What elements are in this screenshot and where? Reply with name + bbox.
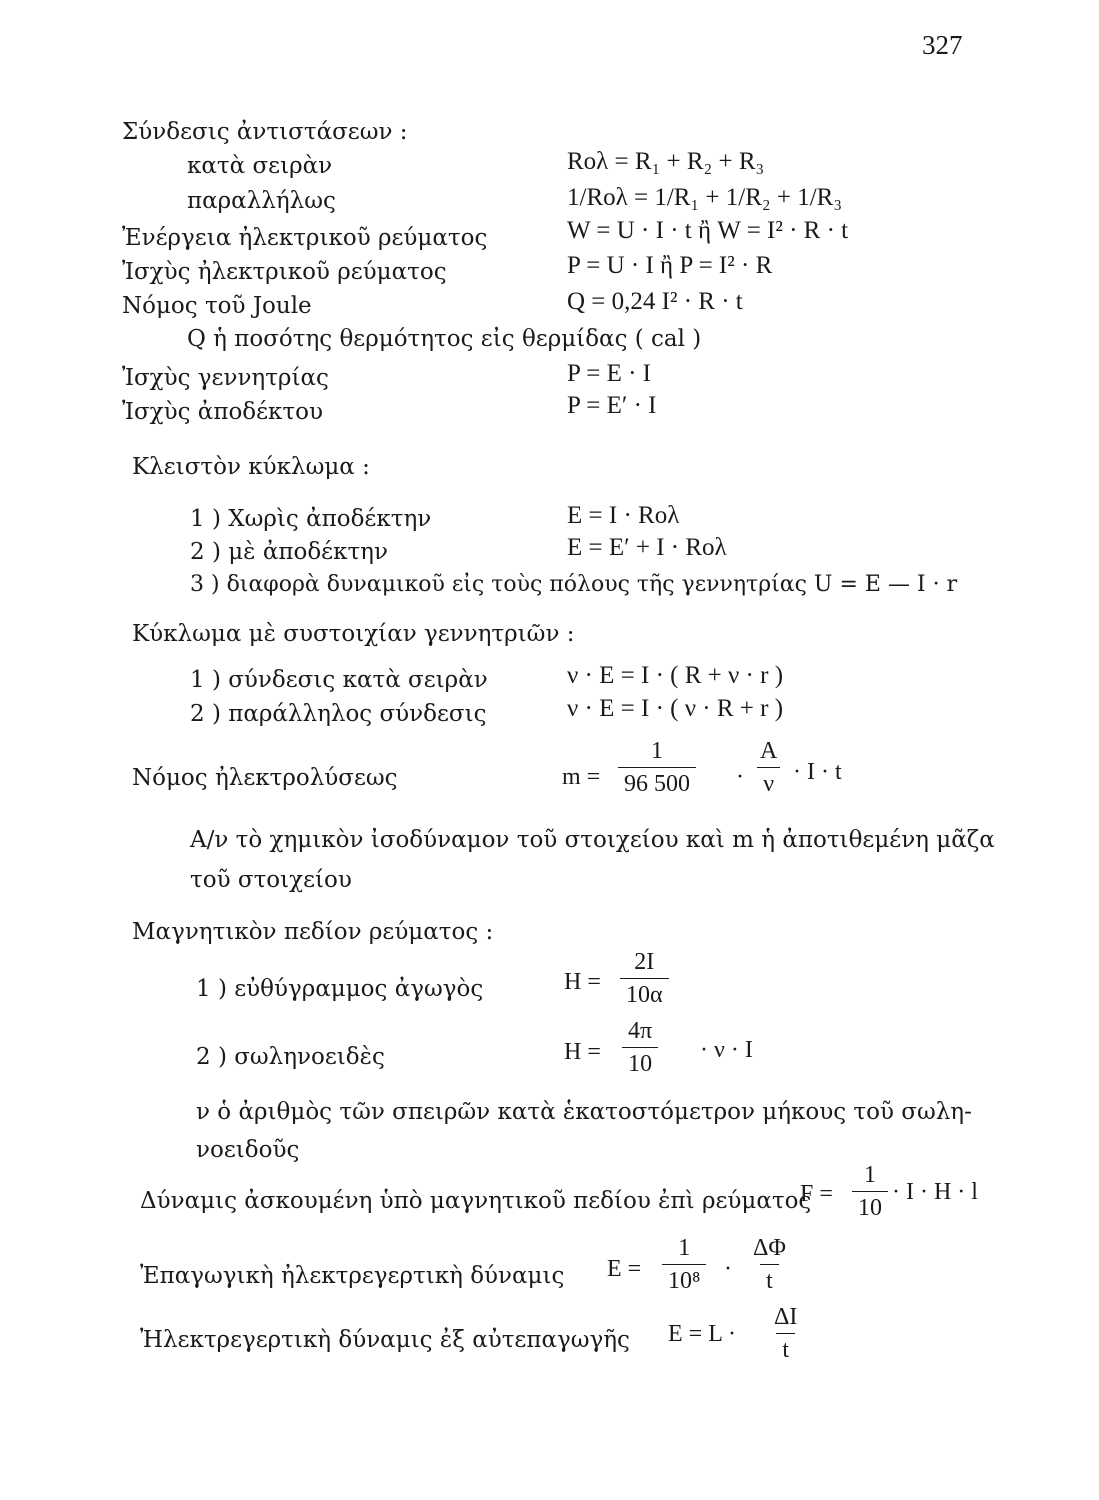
joule-note: Q ἡ ποσότης θερμότητος εἰς θερμίδας ( cal ) <box>187 326 702 352</box>
magnetic-item2-lhs: H = <box>564 1039 601 1065</box>
self-induction-lhs: E = L · <box>668 1321 736 1347</box>
battery-item1-label: 1 ) σύνδεσις κατὰ σειρὰν <box>190 667 488 693</box>
induction-dot: · <box>724 1256 732 1282</box>
force-fraction <box>852 1161 888 1222</box>
electrolysis-frac2-num: A <box>760 738 778 764</box>
magnetic-item1-fraction <box>620 948 669 1009</box>
magnetic-item2-den: 10 <box>622 1047 658 1078</box>
magnetic-item2-label: 2 ) σωληνοειδὲς <box>196 1044 385 1070</box>
electrolysis-frac2-den: ν <box>757 767 780 798</box>
force-label: Δύναμις ἀσκουμένη ὑπὸ μαγνητικοῦ πεδίου ἐπὶ ρεύματος <box>140 1188 812 1214</box>
page-number: 327 <box>922 30 963 60</box>
magnetic-item1-label: 1 ) εὐθύγραμμος ἀγωγὸς <box>196 976 484 1002</box>
electrolysis-note-line1: A/ν τὸ χημικὸν ἰσοδύναμον τοῦ στοιχείου καὶ m ἡ ἀποτιθεμένη μᾶζα <box>190 827 995 853</box>
magnetic-item2-num: 4π <box>628 1018 653 1044</box>
power-formula: P = U · I ἢ P = I² · R <box>567 252 773 279</box>
electrolysis-lhs: m = <box>562 764 601 790</box>
magnetic-item1-num: 2I <box>634 949 655 975</box>
self-induction-label: Ἠλεκτρεγερτικὴ δύναμις ἐξ αὐτεπαγωγῆς <box>140 1327 630 1353</box>
electrolysis-tail: · I · t <box>793 759 842 785</box>
force-den: 10 <box>852 1191 888 1222</box>
magnetic-item1-lhs: H = <box>564 969 601 995</box>
series-label: κατὰ σειρὰν <box>187 153 333 179</box>
self-induction-den: t <box>776 1333 795 1364</box>
magnetic-heading: Μαγνητικὸν πεδίον ρεύματος : <box>132 919 494 945</box>
energy-formula: W = U · I · t ἢ W = I² · R · t <box>567 217 849 244</box>
electrolysis-frac1-num: 1 <box>651 738 663 764</box>
joule-formula: Q = 0,24 I² · R · t <box>567 288 743 315</box>
closed-item2-formula: E = E′ + I · Rολ <box>567 534 727 561</box>
battery-item2-label: 2 ) παράλληλος σύνδεσις <box>190 701 487 727</box>
closed-item3: 3 ) διαφορὰ δυναμικοῦ εἰς τοὺς πόλους τῆς γεννητρίας U = E — I · r <box>190 572 958 597</box>
electrolysis-frac1-den: 96 500 <box>618 767 696 798</box>
closed-item1-formula: E = I · Rολ <box>567 502 680 529</box>
magnetic-note-line1: ν ὁ ἀριθμὸς τῶν σπειρῶν κατὰ ἑκατοστόμετρον μήκους τοῦ σωλη- <box>196 1099 972 1125</box>
battery-heading: Κύκλωμα μὲ συστοιχίαν γεννητριῶν : <box>132 621 575 647</box>
induction-label: Ἐπαγωγικὴ ἠλεκτρεγερτικὴ δύναμις <box>140 1263 565 1289</box>
induction-frac1-den: 10⁸ <box>662 1264 706 1295</box>
parallel-label: παραλλήλως <box>187 188 336 214</box>
induction-fraction-1 <box>662 1234 706 1295</box>
resistances-heading: Σύνδεσις ἀντιστάσεων : <box>122 119 408 145</box>
magnetic-item1-den: 10α <box>620 978 669 1009</box>
magnetic-item2-tail: · ν · I <box>700 1037 753 1063</box>
magnetic-item2-fraction <box>622 1017 658 1078</box>
battery-item2-formula: ν · E = I · ( ν · R + r ) <box>567 695 784 722</box>
magnetic-note-line2: νοειδοῦς <box>196 1137 300 1163</box>
induction-fraction-2 <box>747 1234 792 1295</box>
induction-lhs: E = <box>607 1256 642 1282</box>
generator-power-formula: P = E · I <box>567 360 651 387</box>
electrolysis-fraction-1 <box>618 737 696 798</box>
force-lhs: F = <box>800 1181 833 1207</box>
induction-frac2-num: ΔΦ <box>753 1235 786 1261</box>
electrolysis-fraction-2 <box>754 737 783 798</box>
closed-item1-label: 1 ) Χωρὶς ἀποδέκτην <box>190 506 432 532</box>
self-induction-num: ΔI <box>774 1304 798 1330</box>
force-num: 1 <box>864 1162 876 1188</box>
receiver-power-label: Ἰσχὺς ἀποδέκτου <box>122 399 323 425</box>
electrolysis-dot: · <box>736 764 744 790</box>
induction-frac2-den: t <box>760 1264 779 1295</box>
electrolysis-note-line2: τοῦ στοιχείου <box>190 867 352 893</box>
joule-label: Νόμος τοῦ Joule <box>122 293 312 319</box>
parallel-formula: 1/Rολ = 1/R₁ + 1/R₂ + 1/R₃ <box>567 184 843 211</box>
self-induction-fraction <box>768 1303 803 1364</box>
energy-label: Ἐνέργεια ἠλεκτρικοῦ ρεύματος <box>122 225 488 251</box>
battery-item1-formula: ν · E = I · ( R + ν · r ) <box>567 662 784 689</box>
closed-circuit-heading: Κλειστὸν κύκλωμα : <box>132 454 370 480</box>
generator-power-label: Ἰσχὺς γεννητρίας <box>122 365 329 391</box>
receiver-power-formula: P = E′ · I <box>567 392 657 419</box>
closed-item2-label: 2 ) μὲ ἀποδέκτην <box>190 539 388 565</box>
force-tail: · I · H · l <box>892 1179 978 1205</box>
electrolysis-label: Νόμος ἠλεκτρολύσεως <box>132 765 398 791</box>
power-label: Ἰσχὺς ἠλεκτρικοῦ ρεύματος <box>122 259 447 285</box>
induction-frac1-num: 1 <box>678 1235 691 1261</box>
series-formula: Rολ = R₁ + R₂ + R₃ <box>567 148 765 175</box>
